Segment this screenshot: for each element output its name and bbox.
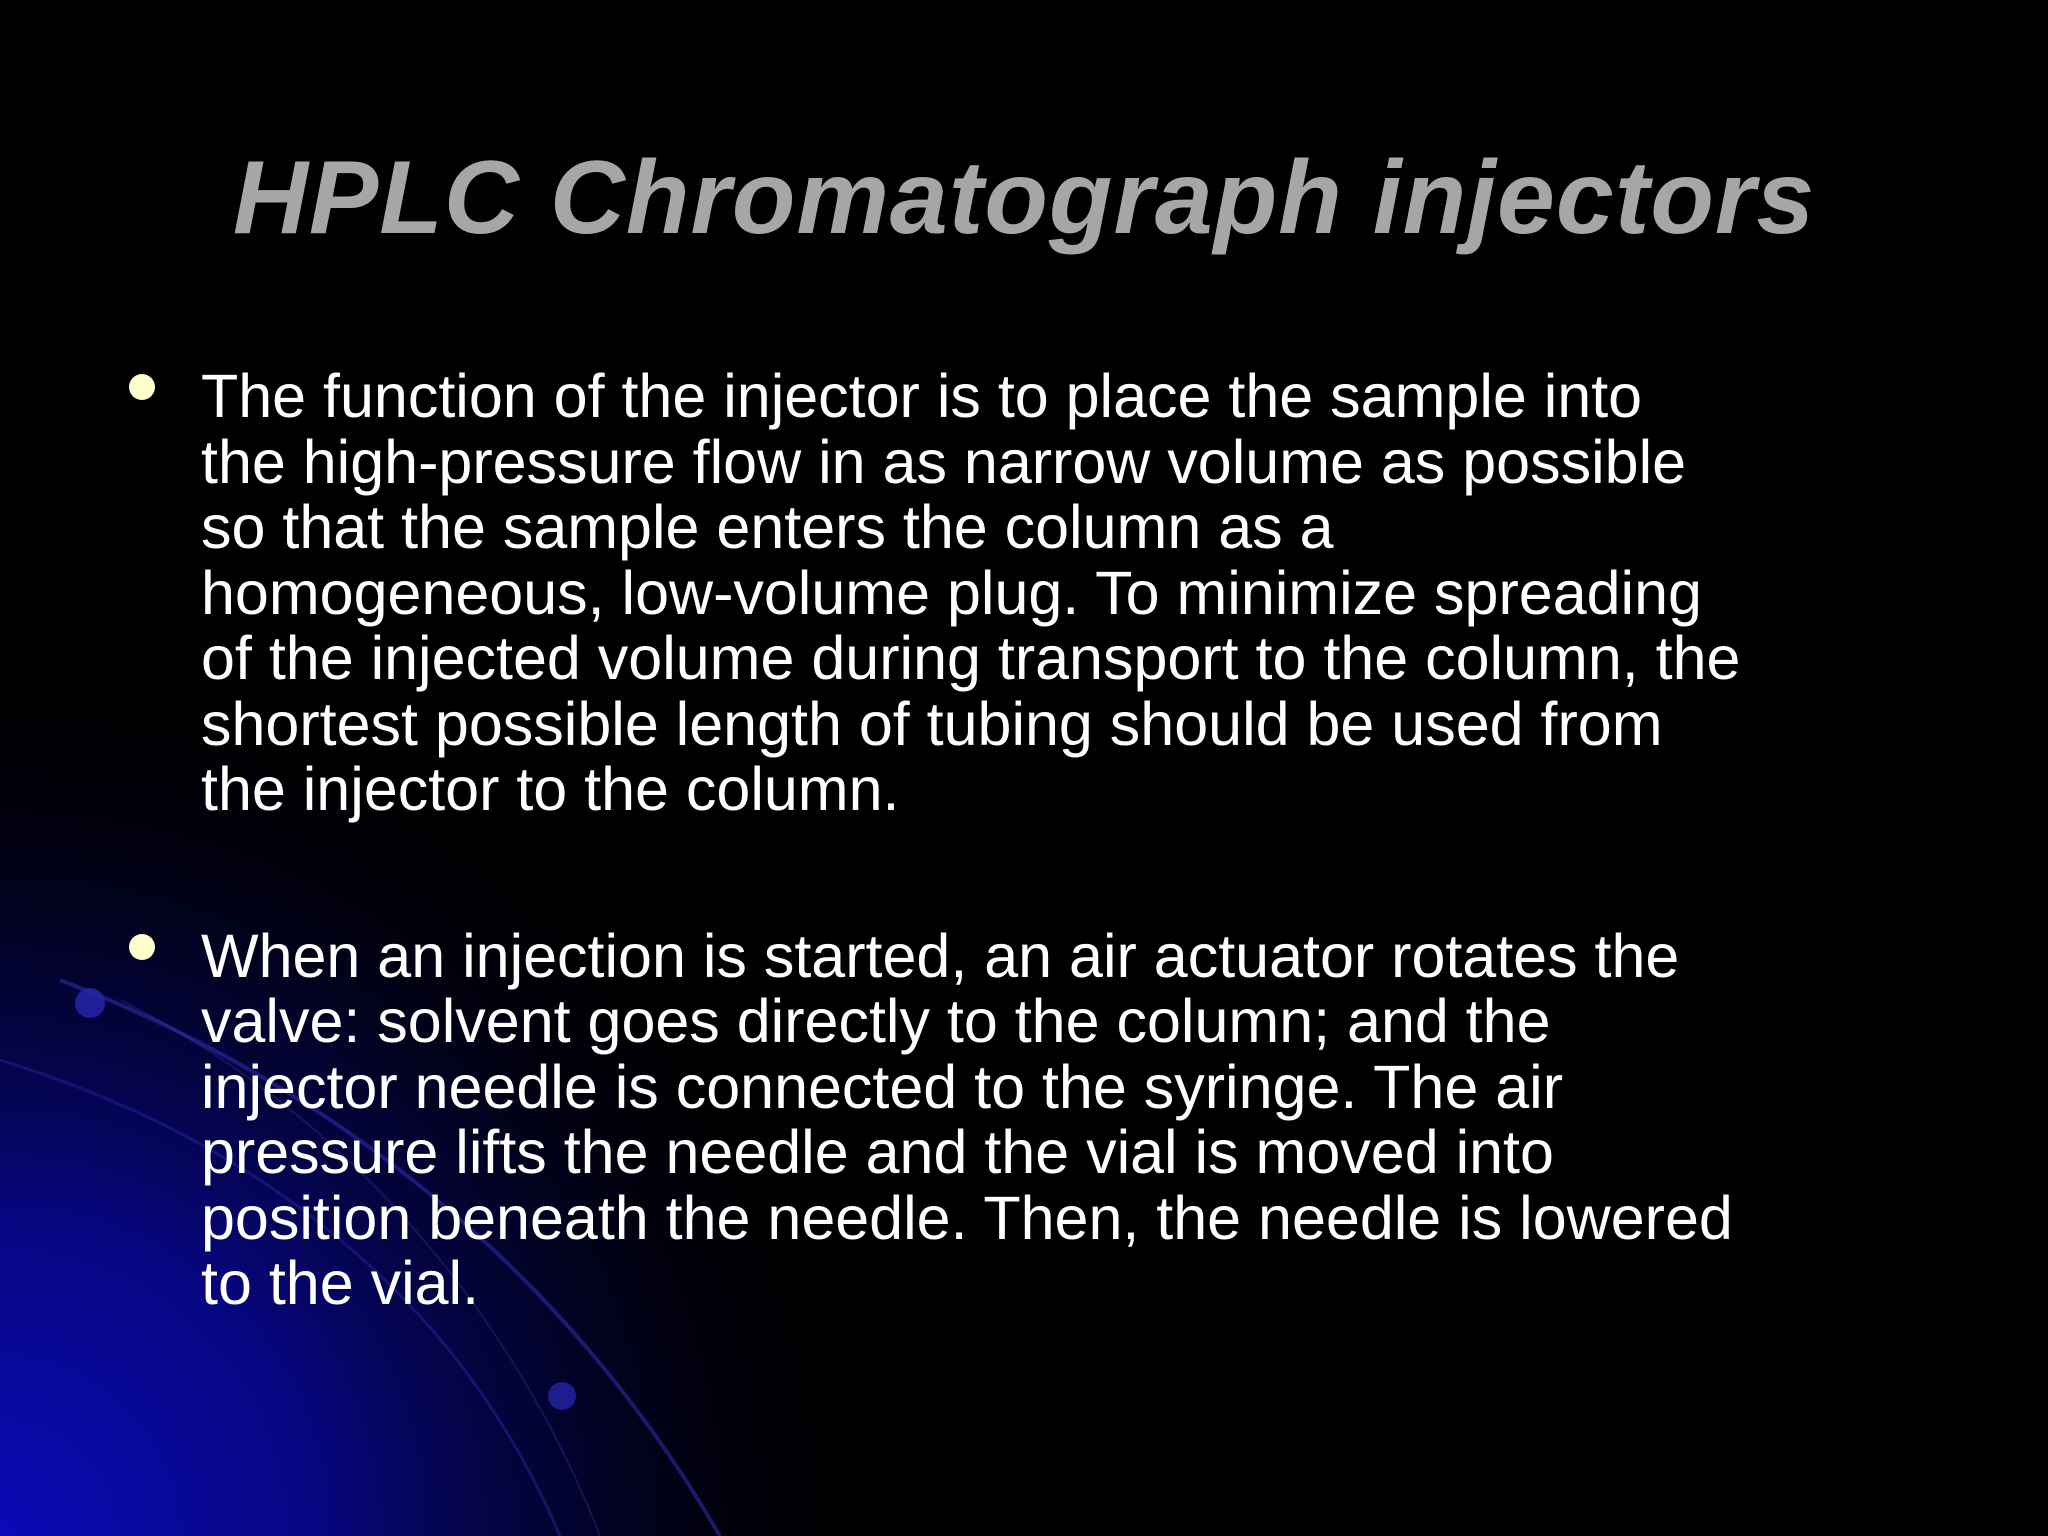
bullet-item <box>0 364 1961 823</box>
bullet-text: The function of the injector is to place the sample into the high-pressure flow in as narrow volume as possible so that the sample enters the column as a homogeneous, low-volume plug. To minimize spreading of the injected volume during transport to the column, the shortest possible length of tubing should be used from the injector to the column. <box>201 362 1741 823</box>
bullet-list <box>0 364 2048 1418</box>
slide-title: HPLC Chromatograph injectors <box>232 140 1816 256</box>
bullet-item <box>0 921 1961 1317</box>
bullet-text: When an injection is started, an air actuator rotates the valve: solvent goes directly to the column; and the injector needle is connected to the syringe. The air pressure lifts the needle and the vial is moved into position beneath the needle. Then, the needle is lowered to the vial. <box>201 921 1733 1317</box>
bullet-dot-icon <box>129 934 155 960</box>
bullet-dot-icon <box>129 374 155 400</box>
